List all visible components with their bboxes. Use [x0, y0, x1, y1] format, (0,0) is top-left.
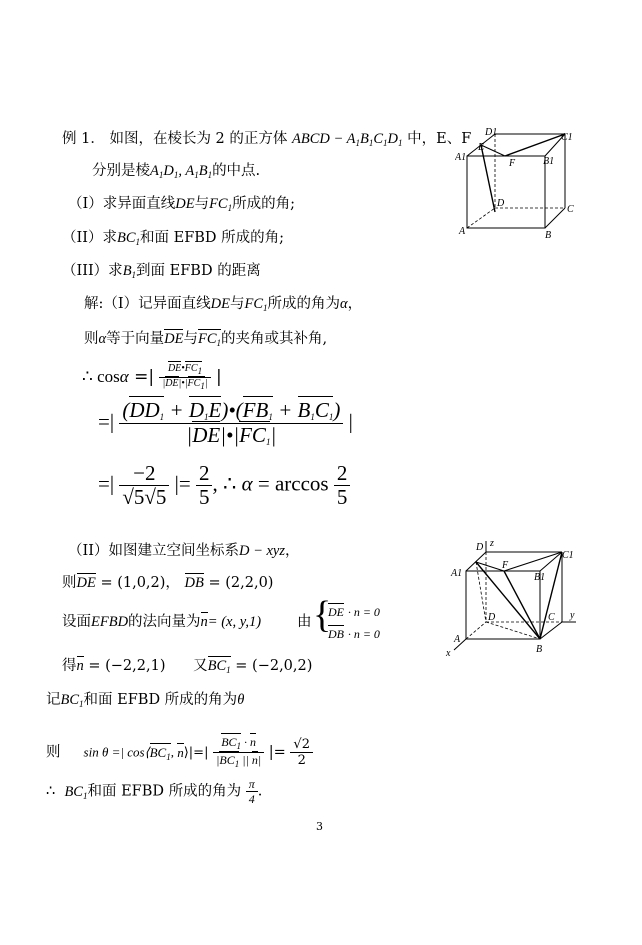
fig2-label-b: B [536, 644, 543, 655]
conclusion: ∴ $BC_1$和面 EFBD 所成的角为 $\frac{\pi}{4}$ . [46, 777, 263, 806]
page-number: 3 [316, 820, 323, 833]
fig2-label-f: F [502, 560, 509, 571]
fig2-label-b1: B1 [534, 572, 546, 583]
part2-title: （II）如图建立空间坐标系D − xyz， [68, 543, 300, 559]
fig2-label-c: C [548, 612, 555, 623]
example-label: 例 1． [62, 131, 105, 147]
fig1-label-c: C [567, 204, 574, 215]
solution-line2: 则α等于向量DE与$FC_1$的夹角或其补角, [84, 331, 328, 348]
fig1-label-c1: C1 [561, 132, 573, 143]
cos-expansion: =| $\frac{(DD_1 + D_1E)•(FB_1 + B_1C_1)}{|DE|•|FC_1|}$ | [98, 398, 353, 447]
part2-angle: 记$BC_1$和面 EFBD 所成的角为θ [46, 692, 245, 709]
fig2-label-z: z [490, 538, 494, 549]
system-brace: { [313, 594, 332, 636]
fig1-label-e: E [478, 142, 485, 153]
fig1-label-b: B [545, 230, 552, 239]
fig2-label-y: y [570, 610, 575, 621]
example-intro-tail: 中，E、F [407, 131, 472, 147]
cube-figure-1 [455, 124, 580, 239]
fig2-label-d1: D [476, 542, 484, 553]
part2-vectors: 则DE = (1,0,2)， DB = (2,2,0) [62, 575, 274, 591]
question-2: （II）求$BC_1$和面 EFBD 所成的角; [62, 230, 285, 247]
fig2-label-x: x [446, 648, 451, 659]
fig1-label-d1: D1 [485, 127, 498, 138]
part2-by: 由 [297, 614, 312, 630]
fig1-label-a: A [459, 226, 466, 237]
fig1-label-b1: B1 [543, 156, 555, 167]
part2-normal: 设面EFBD的法向量为n= (x, y,1) [62, 614, 262, 630]
fig2-label-d: D [488, 612, 496, 623]
cube-figure-2 [444, 538, 579, 660]
question-1: （Ⅰ）求异面直线DE与$FC_1$所成的角; [68, 196, 295, 213]
fig2-label-a: A [454, 634, 461, 645]
question-3: （III）求$B_1$到面 EFBD 的距离 [62, 263, 261, 280]
solution-line1: 解:（Ⅰ）记异面直线DE与$FC_1$所成的角为α， [84, 296, 363, 313]
example-intro: 如图，在棱长为 2 的正方体 [109, 131, 288, 147]
fig1-label-f: F [509, 158, 516, 169]
cube-name: ABCD − $A_1B_1C_1D_1$ [292, 131, 403, 148]
sin-formula: 则 sin θ =| $\cos⟨BC_1$, n⟩|=| $\frac{BC_1 \cdot n}{|BC_1 || n|}$ |= $\frac{√2}{2}$ [46, 736, 313, 769]
cos-result: =| $\frac{-2}{√5√5}$ |= $\frac{2}{5}$ , ∴ α = arccos $\frac{2}{5}$ [98, 463, 350, 508]
example-line2: 分别是棱$A_1D_1$, $A_1B_1$的中点. [92, 163, 261, 180]
part2-result: 得n = (−2,2,1) 又$BC_1 = (-2,0,2)$ [62, 658, 313, 675]
fig1-label-d: D [497, 198, 505, 209]
fig2-label-a1: A1 [451, 568, 463, 579]
condition-1: DE · n = 0 [328, 605, 380, 619]
fig1-label-a1: A1 [455, 152, 467, 163]
fig2-label-c1: C1 [562, 550, 574, 561]
condition-2: DB · n = 0 [328, 627, 380, 641]
cos-formula: ∴ cosα =| $\frac{DE•FC1}{|DE|•|FC1|}$ | [82, 363, 222, 391]
example-heading [62, 132, 471, 148]
